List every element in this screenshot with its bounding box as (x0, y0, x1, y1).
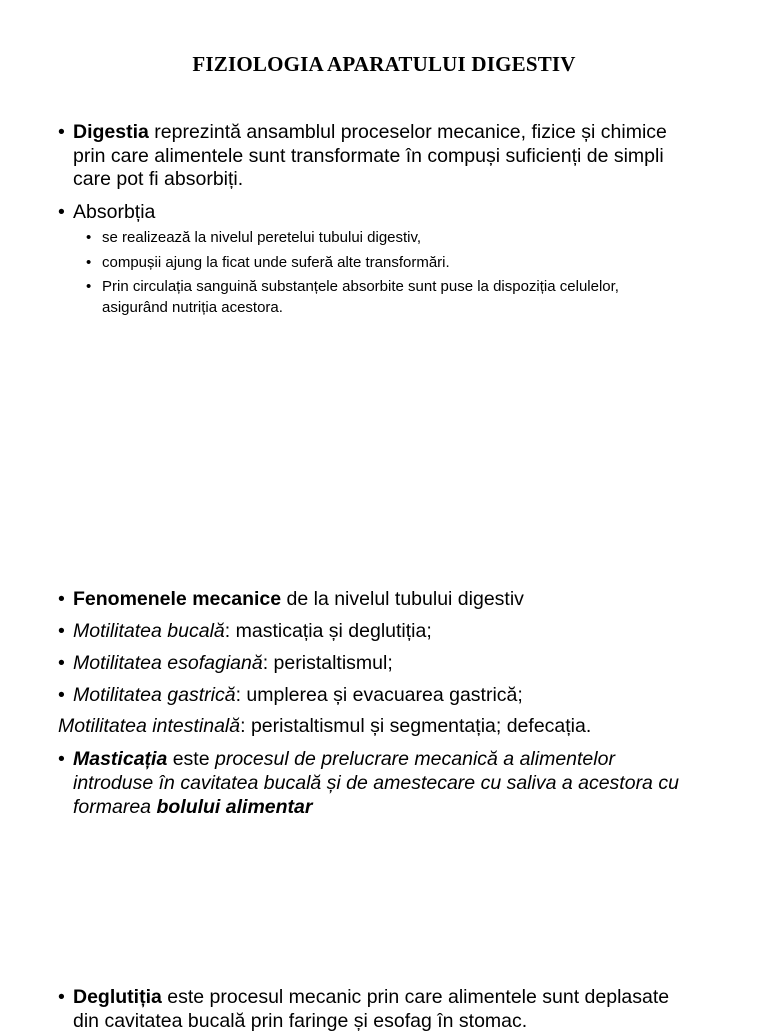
fenomene-text: de la nivelul tubului digestiv (281, 588, 524, 610)
absorbtia-item-3: Prin circulația sanguină substanțele absorbite sunt puse la dispoziția celulelor, (102, 278, 619, 295)
bullet-absorbtia-2: • (86, 254, 92, 271)
digestia-line-1-text: reprezintă ansamblul proceselor mecanice, fizice și chimice (148, 121, 667, 143)
masticatia-line-3 (73, 795, 312, 819)
bullet-absorbtia-1: • (86, 229, 92, 246)
deglutitia-line-2: din cavitatea bucală prin faringe și esofag în stomac. (73, 1010, 528, 1032)
motilitate-esofagiana-line (73, 651, 393, 675)
absorbtia-label: Absorbția (73, 201, 156, 223)
bullet-deglutitia: • (58, 986, 65, 1008)
page-title: FIZIOLOGIA APARATULUI DIGESTIV (192, 52, 576, 76)
bullet-digestia: • (58, 121, 65, 143)
masticatia-line-1-text: procesul de prelucrare mecanică a alimentelor (215, 748, 615, 770)
bullet-esofagiana: • (58, 652, 65, 674)
masticatia-line-1 (73, 747, 615, 771)
absorbtia-item-3-cont: asigurând nutriția acestora. (102, 299, 283, 316)
masticatia-term: Masticația (73, 748, 168, 770)
motilitate-intestinala-line (58, 714, 591, 738)
motilitate-intestinala-term: Motilitatea intestinală (58, 715, 241, 737)
deglutitia-line-1 (73, 985, 669, 1009)
masticatia-line-2 (73, 771, 679, 795)
bullet-absorbtia: • (58, 201, 65, 223)
motilitate-esofagiana-text: : peristaltismul; (262, 652, 393, 674)
motilitate-bucala-text: : masticația și deglutiția; (224, 620, 432, 642)
digestia-line-1 (73, 120, 667, 144)
motilitate-bucala-line (73, 619, 432, 643)
motilitate-esofagiana-term: Motilitatea esofagiană (73, 652, 263, 674)
deglutitia-term: Deglutiția (73, 986, 162, 1008)
motilitate-gastrica-term: Motilitatea gastrică (73, 684, 236, 706)
fenomene-line (73, 587, 524, 611)
digestia-term: Digestia (73, 121, 149, 143)
motilitate-gastrica-text: : umplerea și evacuarea gastrică; (235, 684, 523, 706)
masticatia-line-2-text: introduse în cavitatea bucală și de amestecare cu saliva a acestora cu (73, 772, 679, 794)
digestia-line-2: prin care alimentele sunt transformate în compuși suficienți de simpli (73, 145, 664, 167)
bullet-bucala: • (58, 620, 65, 642)
masticatia-line-3-text: formarea (73, 796, 157, 818)
fenomene-term: Fenomenele mecanice (73, 588, 282, 610)
motilitate-gastrica-line (73, 683, 523, 707)
bullet-masticatia: • (58, 748, 65, 770)
digestia-line-3: care pot fi absorbiți. (73, 168, 244, 190)
bolul-alimentar: bolului alimentar (156, 796, 313, 818)
bullet-gastrica: • (58, 684, 65, 706)
absorbtia-item-2: compușii ajung la ficat unde suferă alte transformări. (102, 254, 450, 271)
motilitate-bucala-term: Motilitatea bucală (73, 620, 225, 642)
bullet-fenomene: • (58, 588, 65, 610)
motilitate-intestinala-text: : peristaltismul și segmentația; defecația. (240, 715, 592, 737)
bullet-absorbtia-3: • (86, 278, 92, 295)
masticatia-mid: este (167, 748, 215, 770)
absorbtia-item-1: se realizează la nivelul peretelui tubului digestiv, (102, 229, 422, 246)
deglutitia-text: este procesul mecanic prin care alimentele sunt deplasate (161, 986, 670, 1008)
